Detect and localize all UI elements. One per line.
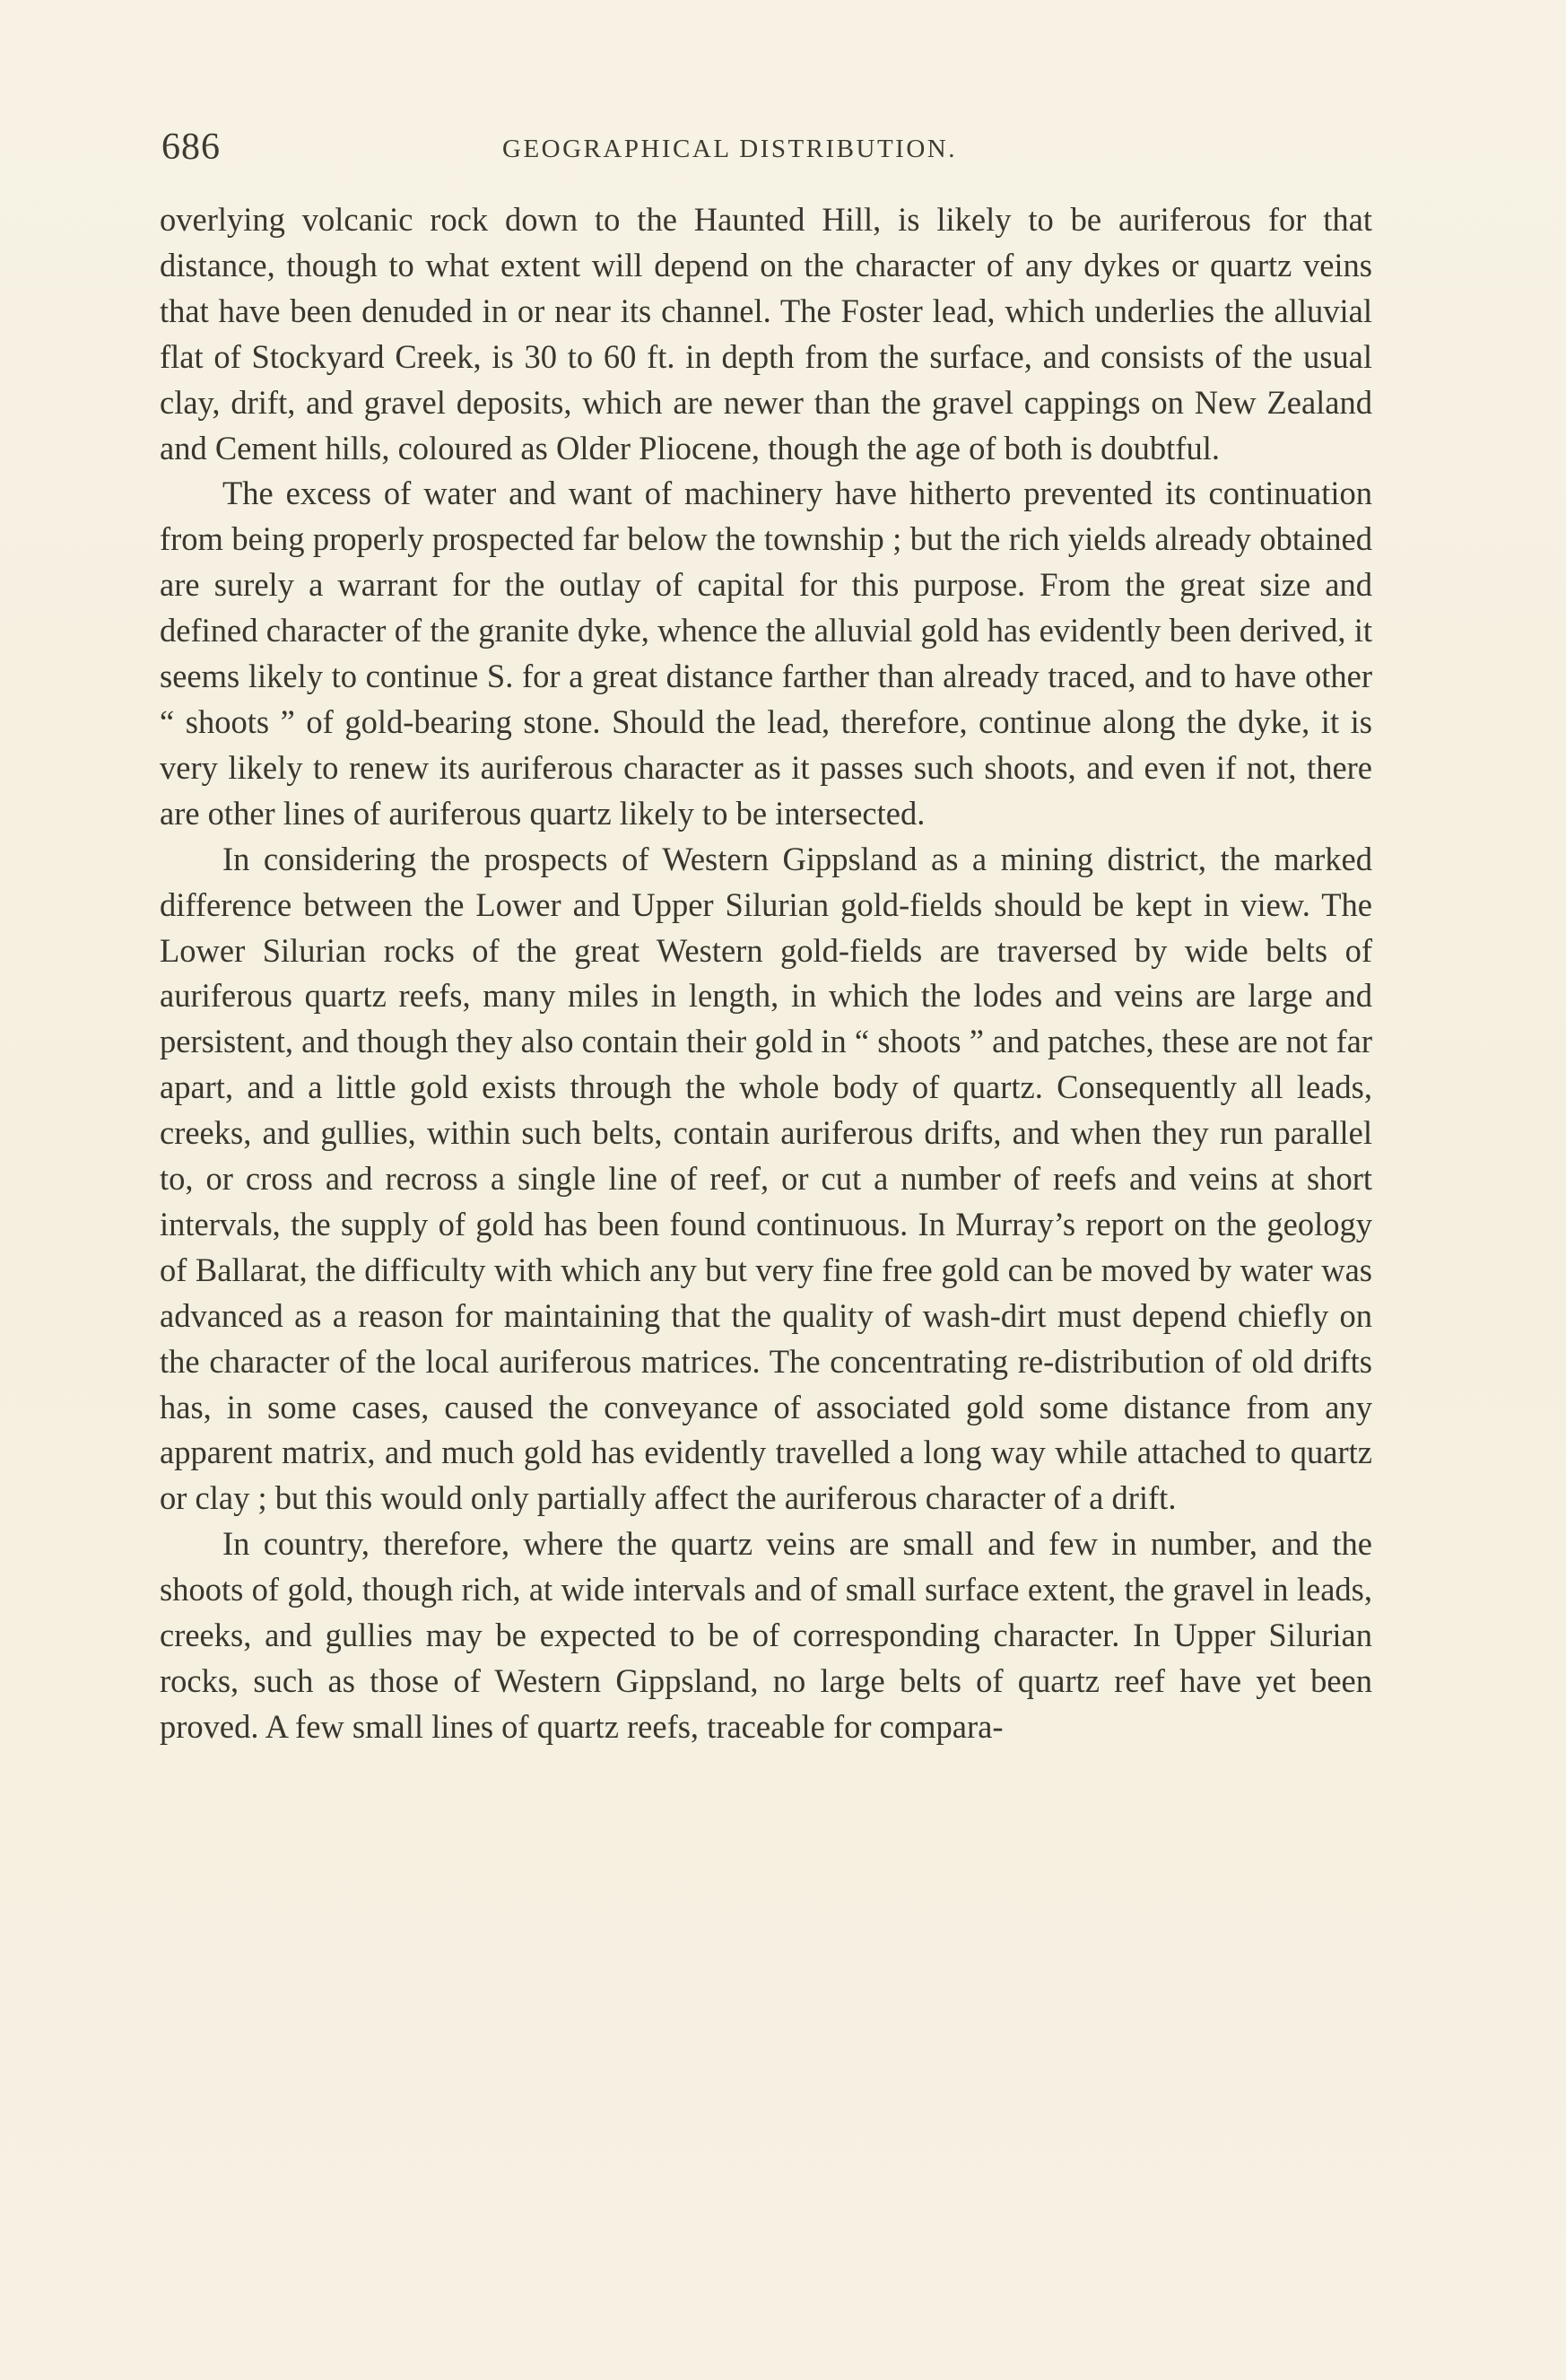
running-title: GEOGRAPHICAL DISTRIBUTION. bbox=[502, 135, 957, 163]
paragraph: In considering the prospects of Western Gippsland as a mining district, the marked difference between the Lower and Upper Silurian gold-fields should be kept in view. The Lower Silurian rocks of the great Western gold-fields are traversed by wide belts of auriferous quartz reefs, many miles in length, in which the lodes and veins are large and persistent, and though they also contain their gold in “ shoots ” and patches, these are not far apart, and a little gold exists through the whole body of quartz. Consequently all leads, creeks, and gullies, within such belts, contain auriferous drifts, and when they run parallel to, or cross and recross a single line of reef, or cut a number of reefs and veins at short intervals, the supply of gold has been found continuous. In Murray’s report on the geology of Ballarat, the difficulty with which any but very fine free gold can be moved by water was advanced as a reason for maintaining that the quality of wash-dirt must depend chiefly on the character of the local auriferous matrices. The concentrating re-distribution of old drifts has, in some cases, caused the conveyance of associated gold some distance from any apparent matrix, and much gold has evidently travelled a long way while attached to quartz or clay ; but this would only partially affect the auriferous character of a drift. bbox=[160, 840, 1372, 1517]
paragraph-continued: overlying volcanic rock down to the Haunted Hill, is likely to be auriferous for that distance, though to what extent will depend on the character of any dykes or quartz veins that have been denuded in or near its channel. The Foster lead, which underlies the alluvial flat of Stockyard Creek, is 30 to 60 ft. in depth from the surface, and consists of the usual clay, drift, and gravel deposits, which are newer than the gravel cappings on New Zealand and Cement hills, coloured as Older Pliocene, though the age of both is doubtful. bbox=[160, 201, 1372, 466]
paragraph: In country, therefore, where the quartz veins are small and few in number, and the shoots of gold, though rich, at wide intervals and of small surface extent, the gravel in leads, creeks, and gullies may be expected to be of corresponding character. In Upper Silurian rocks, such as those of Western Gippsland, no large belts of quartz reef have yet been proved. A few small lines of quartz reefs, traceable for compara- bbox=[160, 1525, 1372, 1745]
running-head bbox=[161, 126, 1372, 179]
body-text bbox=[160, 197, 1372, 1750]
paragraph: The excess of water and want of machinery have hitherto prevented its continuation from being properly prospected far below the township ; but the rich yields already obtained are surely a warrant for the outlay of capital for this purpose. From the great size and defined character of the granite dyke, whence the alluvial gold has evidently been derived, it seems likely to continue S. for a great distance farther than already traced, and to have other “ shoots ” of gold-bearing stone. Should the lead, therefore, continue along the dyke, it is very likely to renew its auriferous character as it passes such shoots, and even if not, there are other lines of auriferous quartz likely to be intersected. bbox=[160, 475, 1372, 832]
page-number: 686 bbox=[161, 126, 221, 168]
